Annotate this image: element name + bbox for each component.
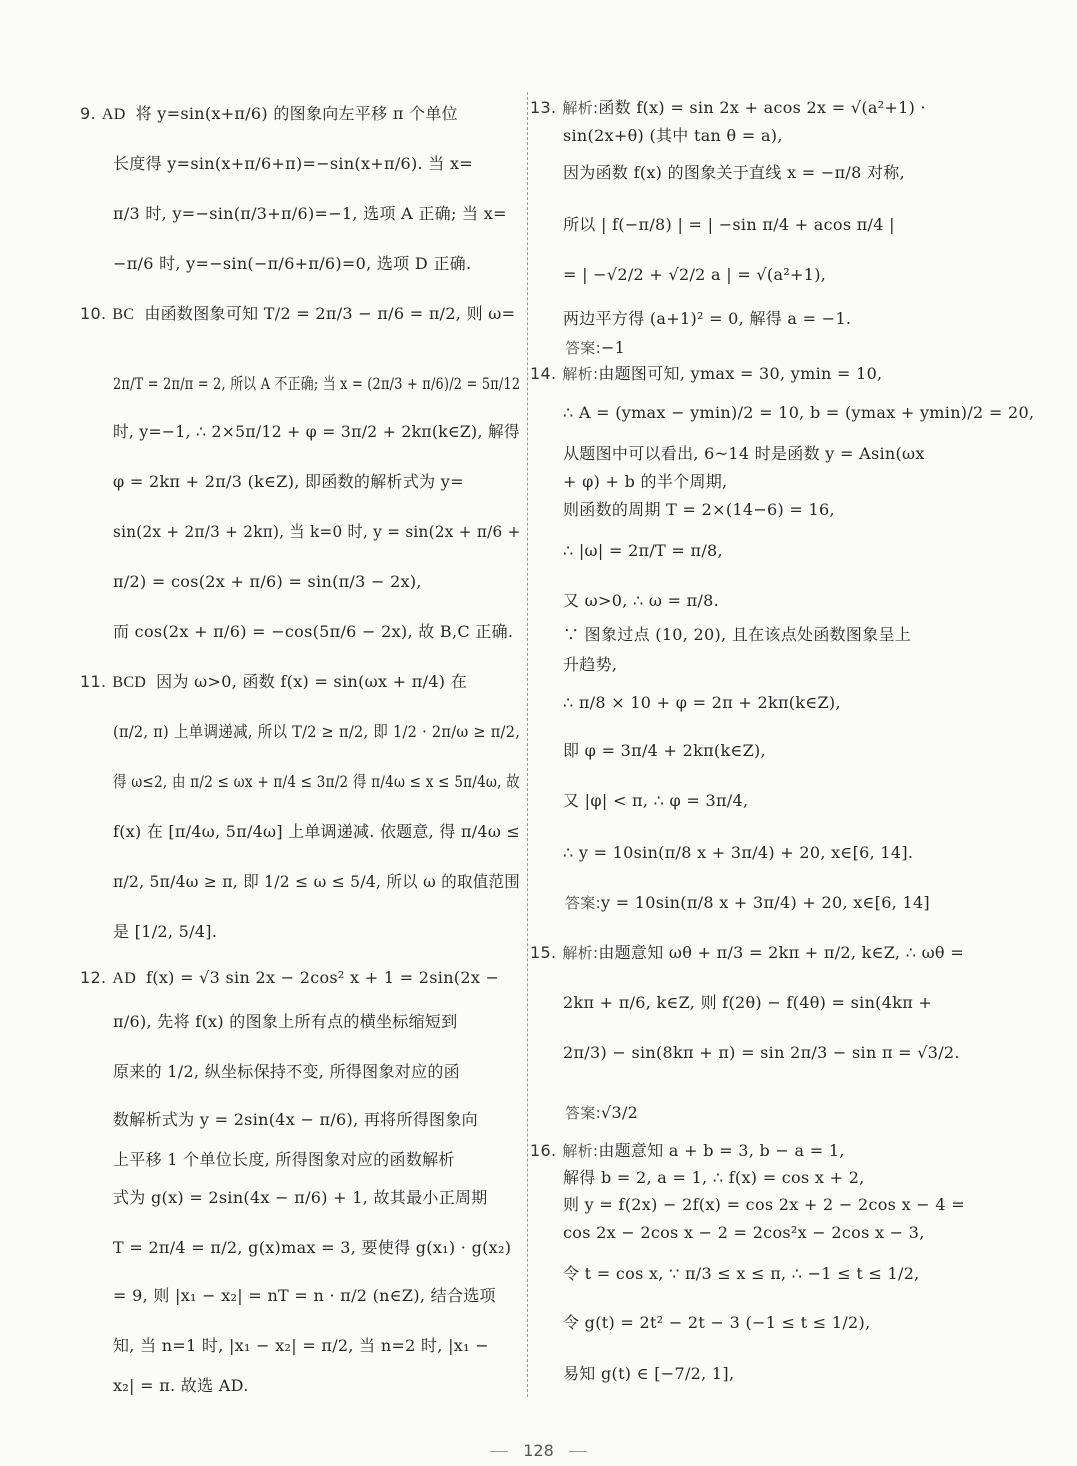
line-text: −1 bbox=[600, 338, 626, 357]
question-number: 12. bbox=[80, 968, 107, 987]
right-line bbox=[530, 98, 926, 118]
left-line bbox=[113, 204, 507, 224]
choice-answer: AD bbox=[101, 106, 126, 123]
line-text: 所以 | f(−π/8) | = | −sin π/4 + acos π/4 | bbox=[563, 215, 895, 234]
line-text: ∵ 图象过点 (10, 20), 且在该点处函数图象呈上 bbox=[563, 625, 912, 644]
left-line bbox=[113, 772, 520, 792]
line-text: 上平移 1 个单位长度, 所得图象对应的函数解析 bbox=[113, 1150, 455, 1169]
line-text: π/2, 5π/4ω ≥ π, 即 1/2 ≤ ω ≤ 5/4, 所以 ω 的取值范围 bbox=[113, 872, 521, 891]
right-line bbox=[563, 843, 913, 863]
left-line bbox=[113, 1012, 458, 1032]
left-line bbox=[113, 572, 422, 592]
page-footer bbox=[0, 1441, 1077, 1460]
left-line bbox=[113, 1188, 488, 1208]
line-text: 由函数图象可知 T/2 = 2π/3 − π/6 = π/2, 则 ω= bbox=[144, 304, 516, 323]
answer-label: 答案: bbox=[565, 894, 601, 912]
right-line bbox=[530, 943, 964, 963]
right-line bbox=[563, 1195, 965, 1215]
question-number: 10. bbox=[80, 304, 107, 323]
footer-dash-left bbox=[490, 1451, 508, 1452]
right-line bbox=[563, 1043, 960, 1063]
line-text: f(x) 在 [π/4ω, 5π/4ω] 上单调递减. 依题意, 得 π/4ω ≤ bbox=[113, 822, 521, 841]
line-text: 数解析式为 y = 2sin(4x − π/6), 再将所得图象向 bbox=[113, 1110, 478, 1129]
question-number: 13. bbox=[530, 98, 557, 117]
line-text: 是 [1/2, 5/4]. bbox=[113, 922, 218, 941]
left-line bbox=[80, 104, 458, 125]
line-text: φ = 2kπ + 2π/3 (k∈Z), 即函数的解析式为 y= bbox=[113, 472, 464, 491]
solution-label: 解析: bbox=[562, 365, 599, 383]
right-line bbox=[563, 472, 727, 492]
right-line bbox=[530, 364, 882, 384]
line-text: 2π/T = 2π/π = 2, 所以 A 不正确; 当 x = (2π/3 + π/6)/2 = 5π/12 bbox=[113, 374, 521, 393]
left-line bbox=[113, 254, 471, 274]
left-line bbox=[113, 1376, 249, 1396]
line-text: √3/2 bbox=[600, 1103, 639, 1122]
right-line bbox=[565, 338, 625, 358]
right-line bbox=[563, 791, 748, 811]
solution-label: 解析: bbox=[562, 944, 599, 962]
question-number: 9. bbox=[80, 104, 96, 123]
line-text: sin(2x+θ) (其中 tan θ = a), bbox=[563, 126, 783, 145]
solution-label: 解析: bbox=[562, 99, 599, 117]
line-text: (π/2, π) 上单调递减, 所以 T/2 ≥ π/2, 即 1/2 · 2π/ω ≥ π/2, bbox=[113, 722, 521, 741]
solution-label: 解析: bbox=[562, 1142, 599, 1160]
left-line bbox=[113, 1150, 455, 1170]
left-line bbox=[113, 622, 513, 642]
line-text: 令 g(t) = 2t² − 2t − 3 (−1 ≤ t ≤ 1/2), bbox=[563, 1313, 871, 1332]
question-number: 15. bbox=[530, 943, 557, 962]
line-text: 时, y=−1, ∴ 2×5π/12 + φ = 3π/2 + 2kπ(k∈Z), 解得 bbox=[113, 422, 520, 441]
question-number: 16. bbox=[530, 1141, 557, 1160]
right-line bbox=[563, 591, 719, 611]
right-line bbox=[563, 993, 932, 1013]
right-line bbox=[563, 541, 723, 561]
column-divider bbox=[527, 92, 528, 1397]
line-text: π/6), 先将 f(x) 的图象上所有点的横坐标缩短到 bbox=[113, 1012, 458, 1031]
right-line bbox=[563, 403, 1034, 423]
line-text: 而 cos(2x + π/6) = −cos(5π/6 − 2x), 故 B,C 正确. bbox=[113, 622, 514, 641]
line-text: ∴ A = (ymax − ymin)/2 = 10, b = (ymax + ymin)/2 = 20, bbox=[563, 403, 1035, 422]
line-text: 解得 b = 2, a = 1, ∴ f(x) = cos x + 2, bbox=[563, 1168, 865, 1187]
line-text: 由题意知 ωθ + π/3 = 2kπ + π/2, k∈Z, ∴ ωθ = bbox=[598, 943, 964, 962]
line-text: T = 2π/4 = π/2, g(x)max = 3, 要使得 g(x₁) · g(x₂) bbox=[113, 1238, 512, 1257]
left-line bbox=[113, 722, 520, 742]
line-text: 因为函数 f(x) 的图象关于直线 x = −π/8 对称, bbox=[563, 163, 905, 182]
right-line bbox=[565, 1103, 638, 1123]
left-line bbox=[113, 1238, 511, 1258]
question-number: 14. bbox=[530, 364, 557, 383]
right-line bbox=[563, 741, 766, 761]
left-line bbox=[113, 822, 520, 842]
line-text: π/2) = cos(2x + π/6) = sin(π/3 − 2x), bbox=[113, 572, 422, 591]
answer-label: 答案: bbox=[565, 339, 601, 357]
left-line bbox=[80, 968, 499, 989]
right-line bbox=[563, 1364, 734, 1384]
left-line bbox=[113, 422, 520, 442]
line-text: 原来的 1/2, 纵坐标保持不变, 所得图象对应的函 bbox=[113, 1062, 460, 1081]
right-line bbox=[563, 265, 826, 285]
line-text: 2kπ + π/6, k∈Z, 则 f(2θ) − f(4θ) = sin(4kπ + bbox=[563, 993, 933, 1012]
right-line bbox=[563, 655, 617, 675]
line-text: 令 t = cos x, ∵ π/3 ≤ x ≤ π, ∴ −1 ≤ t ≤ 1/2, bbox=[563, 1264, 920, 1283]
line-text: 长度得 y=sin(x+π/6+π)=−sin(x+π/6). 当 x= bbox=[113, 154, 474, 173]
line-text: f(x) = √3 sin 2x − 2cos² x + 1 = 2sin(2x − bbox=[146, 968, 500, 987]
line-text: 由题图可知, ymax = 30, ymin = 10, bbox=[598, 364, 883, 383]
left-line bbox=[113, 374, 520, 394]
line-text: 易知 g(t) ∈ [−7/2, 1], bbox=[563, 1364, 735, 1383]
choice-answer: BC bbox=[112, 306, 135, 323]
line-text: 又 ω>0, ∴ ω = π/8. bbox=[563, 591, 720, 610]
left-line bbox=[113, 1110, 478, 1130]
left-line bbox=[113, 522, 521, 542]
line-text: cos 2x − 2cos x − 2 = 2cos²x − 2cos x − 3, bbox=[563, 1223, 925, 1242]
line-text: 式为 g(x) = 2sin(4x − π/6) + 1, 故其最小正周期 bbox=[113, 1188, 488, 1207]
left-line bbox=[113, 922, 217, 942]
line-text: 则函数的周期 T = 2×(14−6) = 16, bbox=[563, 500, 835, 519]
right-line bbox=[563, 693, 841, 713]
line-text: = | −√2/2 + √2/2 a | = √(a²+1), bbox=[563, 265, 827, 284]
line-text: 则 y = f(2x) − 2f(x) = cos 2x + 2 − 2cos x − 4 = bbox=[563, 1195, 965, 1214]
right-line bbox=[563, 1223, 925, 1243]
line-text: 又 |φ| < π, ∴ φ = 3π/4, bbox=[563, 791, 749, 810]
right-line bbox=[530, 1141, 845, 1161]
line-text: 知, 当 n=1 时, |x₁ − x₂| = π/2, 当 n=2 时, |x₁ − bbox=[113, 1336, 489, 1355]
right-line bbox=[563, 444, 925, 464]
left-line bbox=[80, 672, 467, 693]
right-line bbox=[563, 309, 851, 329]
right-line bbox=[565, 893, 930, 913]
line-text: 两边平方得 (a+1)² = 0, 解得 a = −1. bbox=[563, 309, 852, 328]
right-line bbox=[563, 1168, 865, 1188]
line-text: 将 y=sin(x+π/6) 的图象向左平移 π 个单位 bbox=[135, 104, 458, 123]
left-line bbox=[113, 1286, 496, 1306]
line-text: x₂| = π. 故选 AD. bbox=[113, 1376, 249, 1395]
line-text: 得 ω≤2, 由 π/2 ≤ ωx + π/4 ≤ 3π/2 得 π/4ω ≤ x ≤ 5π/4ω, 故 bbox=[113, 772, 520, 791]
page-number: 128 bbox=[523, 1441, 554, 1460]
question-number: 11. bbox=[80, 672, 107, 691]
footer-dash-right bbox=[569, 1451, 587, 1452]
choice-answer: BCD bbox=[112, 674, 147, 691]
right-line bbox=[563, 126, 783, 146]
line-text: −π/6 时, y=−sin(−π/6+π/6)=0, 选项 D 正确. bbox=[113, 254, 472, 273]
line-text: 函数 f(x) = sin 2x + acos 2x = √(a²+1) · bbox=[598, 98, 926, 117]
line-text: ∴ π/8 × 10 + φ = 2π + 2kπ(k∈Z), bbox=[563, 693, 841, 712]
left-line bbox=[113, 472, 464, 492]
left-line bbox=[113, 1062, 460, 1082]
left-line bbox=[80, 304, 515, 325]
line-text: ∴ |ω| = 2π/T = π/8, bbox=[563, 541, 723, 560]
line-text: ∴ y = 10sin(π/8 x + 3π/4) + 20, x∈[6, 14]. bbox=[563, 843, 914, 862]
right-line bbox=[563, 1313, 870, 1333]
left-line bbox=[113, 1336, 489, 1356]
line-text: sin(2x + 2π/3 + 2kπ), 当 k=0 时, y = sin(2x + π/6 + bbox=[113, 522, 521, 541]
right-line bbox=[563, 625, 911, 645]
line-text: + φ) + b 的半个周期, bbox=[563, 472, 728, 491]
answer-label: 答案: bbox=[565, 1104, 601, 1122]
right-line bbox=[563, 163, 905, 183]
line-text: 即 φ = 3π/4 + 2kπ(k∈Z), bbox=[563, 741, 766, 760]
left-line bbox=[113, 154, 473, 174]
line-text: 2π/3) − sin(8kπ + π) = sin 2π/3 − sin π = √3/2. bbox=[563, 1043, 960, 1062]
line-text: 从题图中可以看出, 6~14 时是函数 y = Asin(ωx bbox=[563, 444, 925, 463]
line-text: 升趋势, bbox=[563, 655, 618, 674]
right-line bbox=[563, 215, 895, 235]
line-text: 因为 ω>0, 函数 f(x) = sin(ωx + π/4) 在 bbox=[156, 672, 467, 691]
choice-answer: AD bbox=[112, 970, 137, 987]
line-text: y = 10sin(π/8 x + 3π/4) + 20, x∈[6, 14] bbox=[600, 893, 930, 912]
line-text: π/3 时, y=−sin(π/3+π/6)=−1, 选项 A 正确; 当 x= bbox=[113, 204, 507, 223]
line-text: 由题意知 a + b = 3, b − a = 1, bbox=[598, 1141, 845, 1160]
right-line bbox=[563, 1264, 920, 1284]
left-line bbox=[113, 872, 520, 892]
right-line bbox=[563, 500, 835, 520]
line-text: = 9, 则 |x₁ − x₂| = nT = n · π/2 (n∈Z), 结合选项 bbox=[113, 1286, 496, 1305]
